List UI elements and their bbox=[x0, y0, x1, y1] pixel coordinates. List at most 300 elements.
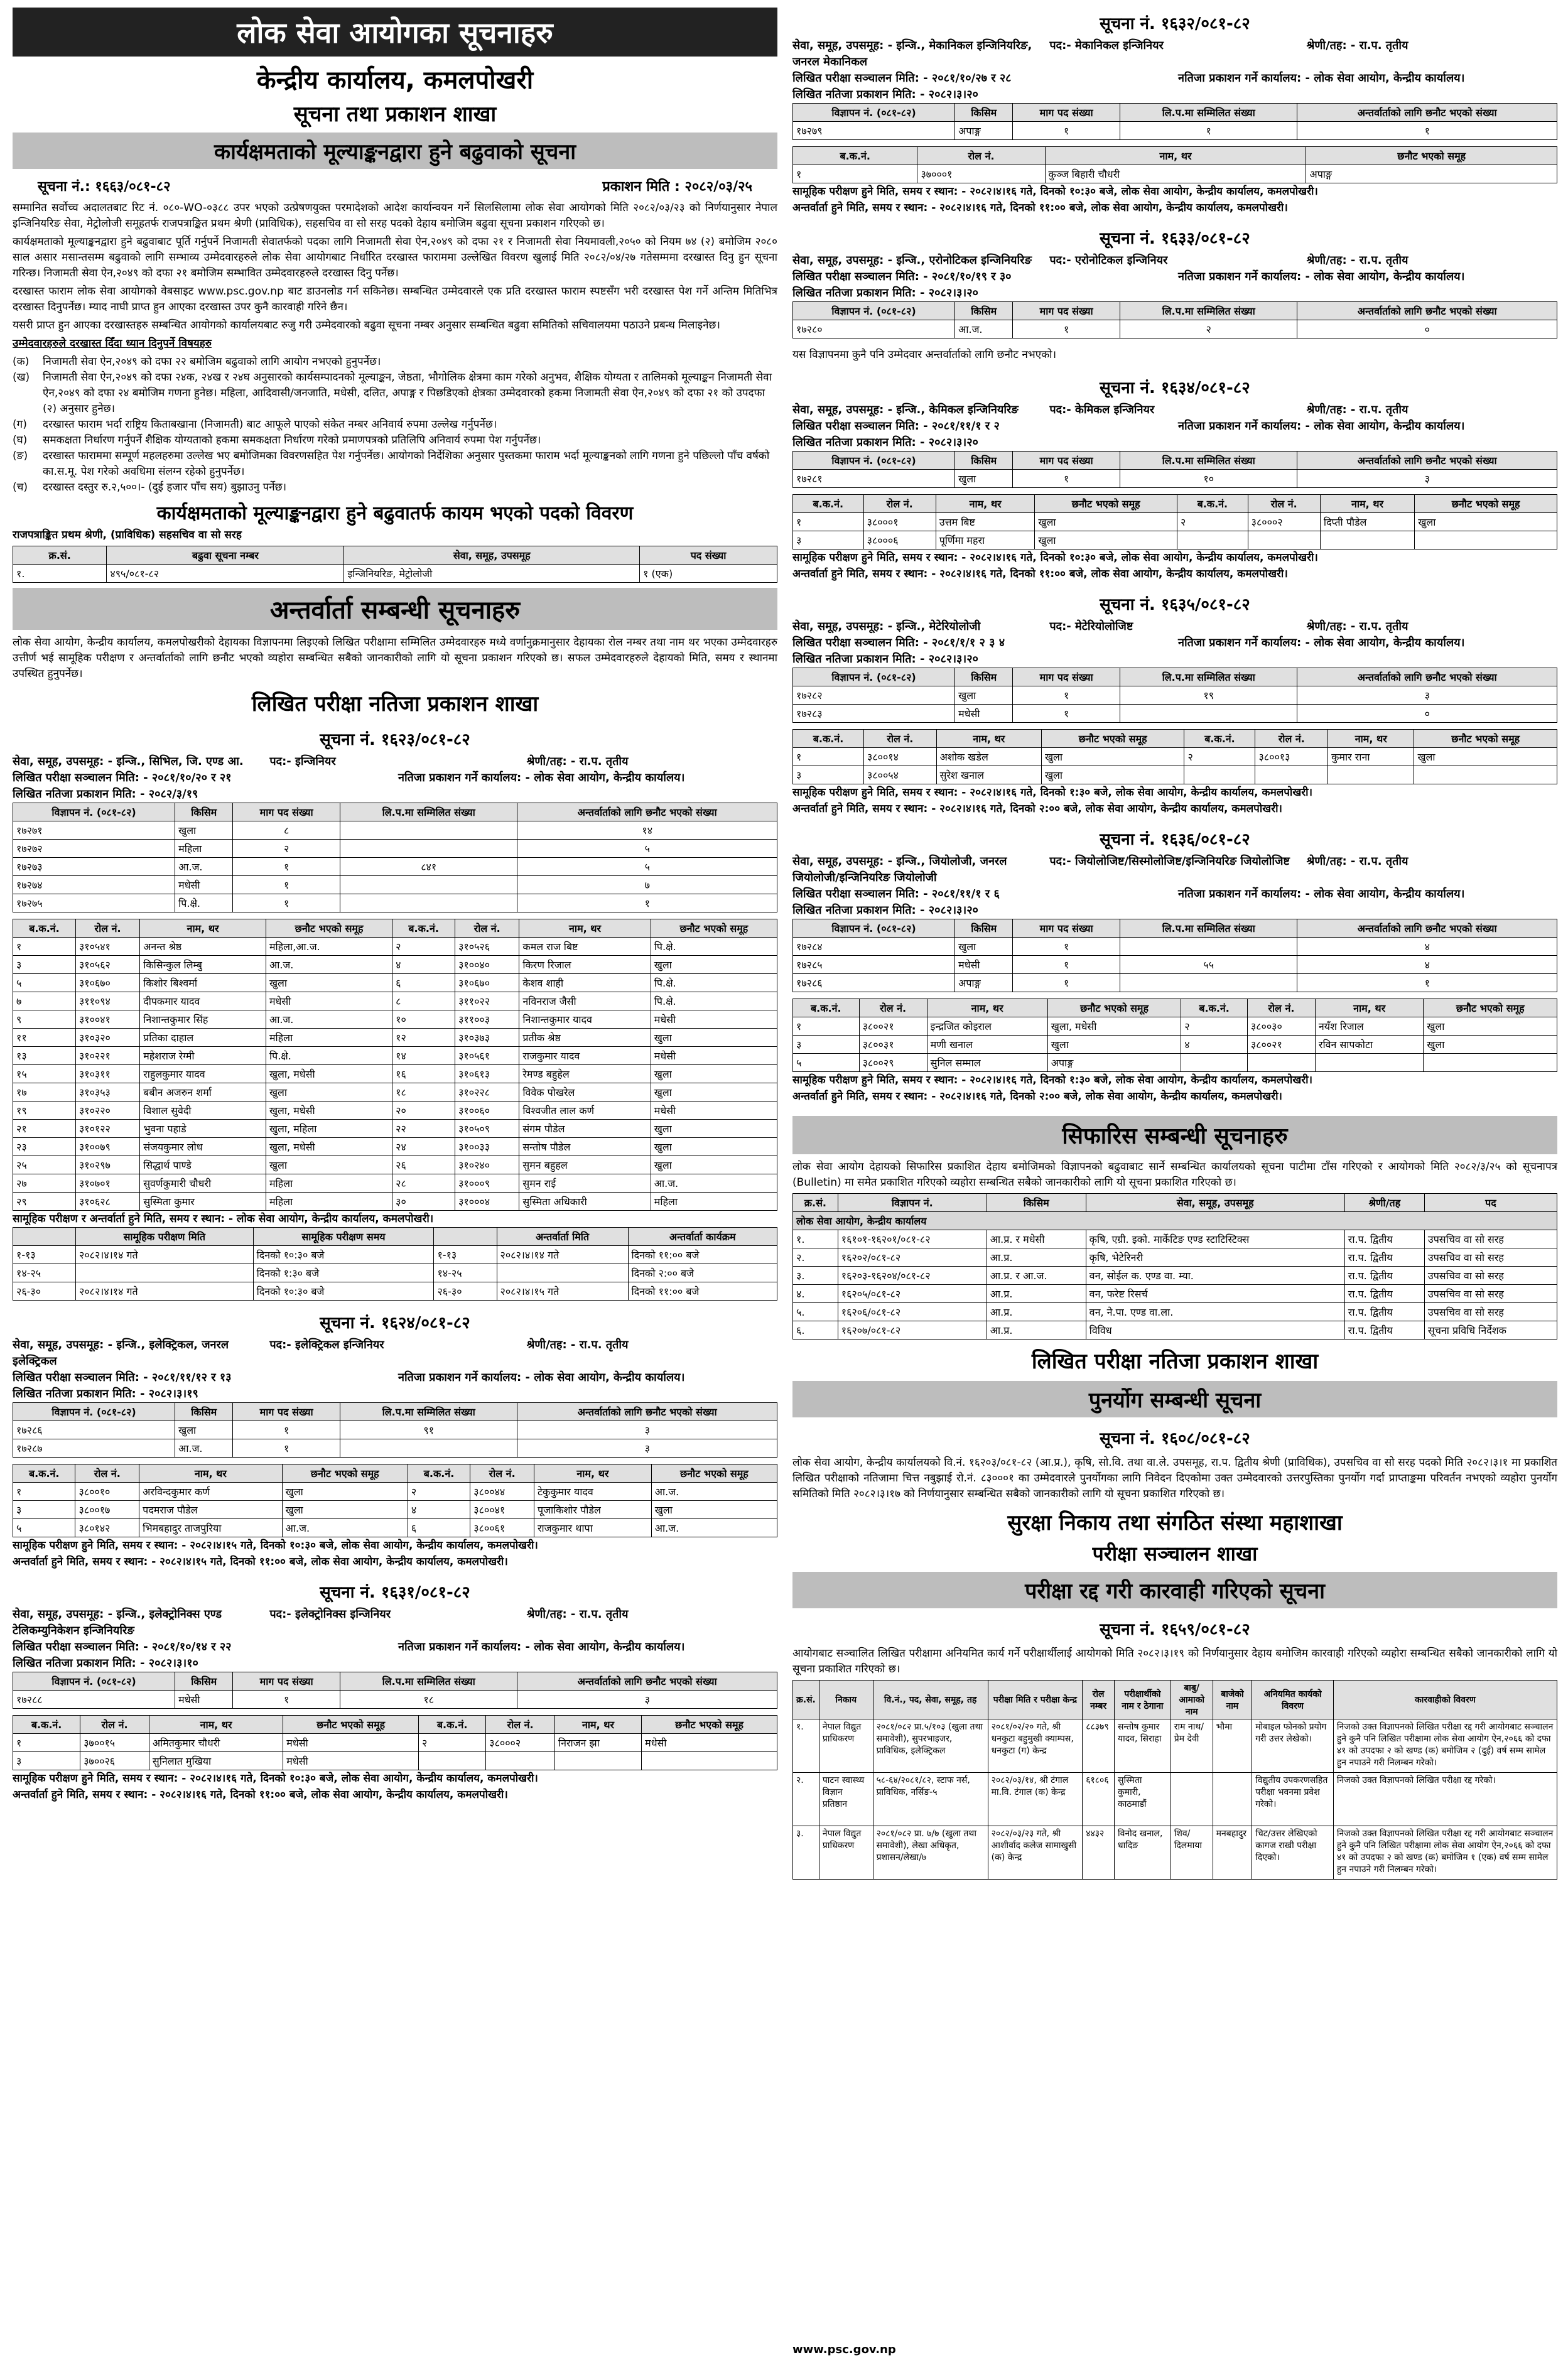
table-row bbox=[13, 1083, 777, 1102]
column-header: ब.क.नं. bbox=[1184, 730, 1255, 748]
service-group: सेवा, समूह, उपसमूह: - इन्जि., एरोनोटिकल इन्जिनियरिङ bbox=[792, 254, 1032, 267]
table-cell: कमल राज बिष्ट bbox=[519, 938, 651, 956]
table-cell: संजयकुमार लोध bbox=[140, 1138, 266, 1156]
notice-meta bbox=[792, 38, 1557, 103]
table-cell: ९१ bbox=[340, 1421, 517, 1439]
table-cell: भुवना पहाडे bbox=[140, 1120, 266, 1138]
table-cell: १३ bbox=[13, 1047, 76, 1065]
notice-1632 bbox=[792, 8, 1557, 222]
table-cell: ३८००२९ bbox=[859, 1054, 927, 1072]
table-cell: १६१०१-१६२०१/०८१-८२ bbox=[838, 1230, 987, 1248]
table-cell: खुला bbox=[1415, 513, 1557, 531]
table-cell: १७२८५ bbox=[793, 956, 955, 974]
table-row bbox=[793, 1230, 1557, 1248]
promotion-detail-sub: राजपत्राङ्कित प्रथम श्रेणी, (प्राविधिक) सहसचिव वा सो सरह bbox=[13, 529, 242, 541]
table-cell: ३१००७९ bbox=[75, 1138, 139, 1156]
table-cell: खुला bbox=[651, 956, 777, 974]
result-office: नतिजा प्रकाशन गर्ने कार्यालय: - लोक सेवा आयोग, केन्द्रीय कार्यालय। bbox=[1178, 419, 1465, 433]
table-cell: ६ bbox=[408, 1519, 470, 1537]
meta-row bbox=[792, 619, 1557, 635]
advertisement-table bbox=[792, 668, 1557, 723]
column-header: नाम, थर bbox=[927, 999, 1047, 1017]
table-cell: १ bbox=[1013, 470, 1120, 488]
table-cell: प्रतीक श्रेष्ठ bbox=[519, 1029, 651, 1047]
result-office: नतिजा प्रकाशन गर्ने कार्यालय: - लोक सेवा आयोग, केन्द्रीय कार्यालय। bbox=[398, 1640, 685, 1654]
notice-number: सूचना नं. १६२४/०८१-८२ bbox=[320, 1314, 470, 1333]
table-cell: ३११००३ bbox=[455, 1010, 519, 1029]
table-cell: सुमन बहुहल bbox=[519, 1156, 651, 1174]
table-cell: नेपाल विद्युत प्राधिकरण bbox=[819, 1826, 873, 1880]
table-cell: पि.क्षे. bbox=[651, 992, 777, 1010]
table-cell: चिट/उत्तर लेखिएको कागज राखी परीक्षा दिएको। bbox=[1252, 1826, 1334, 1880]
result-office: नतिजा प्रकाशन गर्ने कार्यालय: - लोक सेवा आयोग, केन्द्रीय कार्यालय। bbox=[1178, 636, 1465, 649]
table-cell: ७ bbox=[13, 992, 76, 1010]
column-header: विज्ञापन नं. (०८१-८२) bbox=[793, 104, 955, 122]
table-cell: महेशराज रेग्मी bbox=[140, 1047, 266, 1065]
table-cell: २१ bbox=[13, 1120, 76, 1138]
column-header: माग पद संख्या bbox=[1013, 919, 1120, 938]
notice-number: सूचना नं. १६२३/०८१-८२ bbox=[320, 730, 470, 749]
column-header: क्र.सं. bbox=[13, 546, 107, 565]
post: पद:- केमिकल इन्जिनियर bbox=[1049, 403, 1155, 416]
column-header: अन्तर्वार्ताको लागि छनौट भएको संख्या bbox=[517, 803, 777, 821]
column-header: कारवाहीको विवरण bbox=[1333, 1681, 1557, 1719]
column-header: ब.क.नं. bbox=[793, 730, 864, 748]
result-office: नतिजा प्रकाशन गर्ने कार्यालय: - लोक सेवा आयोग, केन्द्रीय कार्यालय। bbox=[1178, 270, 1465, 283]
table-cell: सूचना प्रविधि निर्देशक bbox=[1424, 1321, 1557, 1340]
column-header: किसिम bbox=[955, 452, 1013, 470]
table-cell: उत्तम बिष्ट bbox=[936, 513, 1035, 531]
table-cell: शिव/दिलमाया bbox=[1171, 1826, 1213, 1880]
advertisement-head bbox=[793, 452, 1557, 470]
notice-1636 bbox=[792, 823, 1557, 1111]
table-cell: ३८००६१ bbox=[470, 1519, 534, 1537]
table-cell: १४ bbox=[517, 821, 777, 840]
meta-row bbox=[13, 770, 777, 786]
notice-1633 bbox=[792, 222, 1557, 372]
table-cell: १७२७५ bbox=[13, 894, 175, 912]
table-cell: १७२८६ bbox=[13, 1421, 175, 1439]
table-cell: १७२८८ bbox=[13, 1691, 175, 1709]
exam-date: लिखित परीक्षा सञ्चालन मिति: - २०८१/११/१ र २ bbox=[792, 419, 1000, 433]
notice-meta bbox=[792, 252, 1557, 301]
notice-meta bbox=[792, 619, 1557, 668]
table-cell: २०८२।४।१४ गते bbox=[76, 1246, 254, 1264]
advertisement-table bbox=[792, 451, 1557, 488]
promotion-table bbox=[13, 546, 777, 583]
attention-item-text: दरखास्त फाराम भर्दा राष्ट्रिय किताबखाना (निजामती) बाट आफूले पाएको संकेत नम्बर अनिवार्य रुपमा उल्लेख गर्नुपर्नेछ। bbox=[43, 418, 497, 431]
table-cell: १७२८१ bbox=[793, 470, 955, 488]
table-row bbox=[13, 1691, 777, 1709]
table-cell: दीपकमार यादव bbox=[140, 992, 266, 1010]
column-header: छनौट भएको समूह bbox=[1414, 730, 1557, 748]
column-header: किसिम bbox=[955, 919, 1013, 938]
table-cell: पूर्णिमा महरा bbox=[936, 531, 1035, 549]
column-header: रोल नं. bbox=[75, 1464, 139, 1483]
table-cell: १६२०२/०८१-८२ bbox=[838, 1248, 987, 1267]
table-cell: २७ bbox=[13, 1174, 76, 1193]
table-cell: ३१०३७३ bbox=[455, 1029, 519, 1047]
notice-1631 bbox=[13, 1576, 777, 1809]
column-header: अन्तर्वार्ताको लागि छनौट भएको संख्या bbox=[1297, 452, 1557, 470]
column-header: ब.क.नं. bbox=[1181, 999, 1248, 1017]
table-cell: १० bbox=[1120, 470, 1297, 488]
column-header: छनौट भएको समूह bbox=[266, 919, 392, 938]
table-row bbox=[793, 705, 1557, 723]
meta-row bbox=[792, 38, 1557, 70]
table-cell: ३८००१३ bbox=[1255, 748, 1328, 766]
table-cell: मधेसी bbox=[175, 1691, 233, 1709]
table-cell: १८ bbox=[392, 1083, 455, 1102]
table-cell: ४ bbox=[1297, 938, 1557, 956]
recommendation-paragraph: लोक सेवा आयोग देहायको सिफारिस प्रकाशित देहाय बमोजिमको विज्ञापनको बढुवाबाट सार्ने सम्बन्धित कार्यालयको सूचना पाटीमा टाँस गरिएको र आयोगको मिति २०८२/३/२५ को सूचनापत्र (Bulletin) मा समेत प्रकाशित गरिएको व्यहोरा सम्बन्धित सबैको जानकारीको लागि यो सूचना प्रकाशित गरिएको छ। bbox=[792, 1161, 1557, 1189]
table-cell: आ.प्र. bbox=[987, 1321, 1086, 1340]
table-cell: ३१००४१ bbox=[75, 1010, 139, 1029]
table-cell: रा.प. द्वितीय bbox=[1344, 1321, 1424, 1340]
table-row bbox=[793, 1267, 1557, 1285]
table-cell: ३१०००४ bbox=[455, 1193, 519, 1211]
table-cell: सन्तोष कुमार यादव, सिराहा bbox=[1115, 1719, 1171, 1773]
table-cell: कुञ्ज बिहारी चौधरी bbox=[1045, 165, 1306, 183]
table-cell: खुला bbox=[651, 1083, 777, 1102]
column-header: रोल नम्बर bbox=[1083, 1681, 1115, 1719]
table-cell: खुला bbox=[955, 686, 1013, 705]
column-header: रोल नं. bbox=[75, 919, 139, 938]
table-cell: सुस्मिता अधिकारी bbox=[519, 1193, 651, 1211]
table-cell: वन, फरेष्ट रिसर्च bbox=[1086, 1285, 1344, 1303]
table-cell: १ bbox=[1013, 705, 1120, 723]
table-cell bbox=[1181, 1054, 1248, 1072]
table-cell: २ bbox=[1177, 513, 1248, 531]
table-cell: खुला bbox=[1424, 1017, 1557, 1036]
table-cell: प्रतिका दाहाल bbox=[140, 1029, 266, 1047]
table-cell: ३० bbox=[392, 1193, 455, 1211]
column-header: अन्तर्वार्ताको लागि छनौट भएको संख्या bbox=[1297, 302, 1557, 320]
office-cell: लोक सेवा आयोग, केन्द्रीय कार्यालय bbox=[793, 1212, 1557, 1230]
table-cell: ३१००३३ bbox=[455, 1138, 519, 1156]
level: श्रेणी/तह: - रा.प. तृतीय bbox=[526, 1338, 629, 1351]
notice-number: सूचना नं. १६३२/०८१-८२ bbox=[1100, 14, 1250, 33]
table-cell: खुला bbox=[651, 1138, 777, 1156]
table-cell bbox=[1213, 1773, 1252, 1826]
table-cell bbox=[1171, 1773, 1213, 1826]
table-cell: ४. bbox=[793, 1285, 838, 1303]
table-cell: ५ bbox=[517, 840, 777, 858]
table-cell: सुनिल सम्माल bbox=[927, 1054, 1047, 1072]
spacer bbox=[792, 817, 1557, 823]
result-date: लिखित नतिजा प्रकाशन मिति: - २०८२।३।२० bbox=[792, 286, 978, 300]
table-cell: रा.प. द्वितीय bbox=[1344, 1230, 1424, 1248]
table-cell: दिनको ११:०० बजे bbox=[628, 1246, 777, 1264]
table-row bbox=[13, 1065, 777, 1083]
promotion-publish-date: प्रकाशन मिति : २०८२/०३/२५ bbox=[602, 179, 752, 195]
post: पद:- इलेक्ट्रिकल इन्जिनियर bbox=[269, 1338, 384, 1351]
table-cell: विद्युतीय उपकरणसहित परीक्षा भवनमा प्रवेश गरेको। bbox=[1252, 1773, 1334, 1826]
group-test-schedule: सामूहिक परीक्षण हुने मिति, समय र स्थान: - २०८२।४।१६ गते, दिनको १०:३० बजे, लोक सेवा आयोग, केन्द्रीय कार्यालय, कमलपोखरी। bbox=[13, 1772, 538, 1785]
table-cell: आ.ज. bbox=[266, 1010, 392, 1029]
column-header: लि.प.मा सम्मिलित संख्या bbox=[340, 803, 517, 821]
attention-item-text: समकक्षता निर्धारण गर्नुपर्ने शैक्षिक योग्यताको हकमा समकक्षता निर्धारण गरेको प्रमाणपत्रको प्रतिलिपि अनिवार्य रुपमा पेश गर्नुपर्नेछ। bbox=[43, 434, 541, 447]
table-cell: कुमार राना bbox=[1328, 748, 1414, 766]
table-cell: महिला bbox=[266, 1174, 392, 1193]
table-cell bbox=[1177, 531, 1248, 549]
promotion-paragraph: कार्यक्षमताको मूल्याङ्कनद्वारा हुने बढुवाबाट पूर्ति गर्नुपर्ने निजामती सेवातर्फको पदका लागि निजामती सेवा ऐन,२०४९ को दफा २१ र निजामती सेवा नियमावली,२०५० को नियम ७४ (२) बमोजिम २०८० साल असार मसान्तसम्म बढुवाको लागि सम्भाव्य उम्मेदवारहरुले लोक सेवा आयोगबाट निर्धारित दरखास्त फाराममा उल्लेखित विवरण खुलाई मिति २०८२/०४/२७ गतेसम्ममा दरखास्त दिनु हुन सूचना गरिन्छ। निजामती सेवा ऐन,२०४९ को दफा २१ बमोजिम सम्भावित उम्मेदवारहरुले दरखास्त दिनु पर्नेछ। bbox=[13, 235, 777, 279]
table-cell: पि.क्षे. bbox=[266, 1047, 392, 1065]
table-cell: केशव शाही bbox=[519, 974, 651, 992]
notice-1635 bbox=[792, 588, 1557, 823]
table-cell: ३१०६७० bbox=[75, 974, 139, 992]
footer-url[interactable]: www.psc.gov.np bbox=[792, 2343, 896, 2356]
table-cell: ९ bbox=[13, 1010, 76, 1029]
service-group: सेवा, समूह, उपसमूह: - इन्जि., मेकानिकल इन्जिनियरिङ, जनरल मेकानिकल bbox=[792, 39, 1032, 68]
table-cell: २० bbox=[392, 1102, 455, 1120]
table-cell: ३१०६७० bbox=[455, 974, 519, 992]
table-cell: ३१०२२१ bbox=[75, 1047, 139, 1065]
column-header: सामूहिक परीक्षण समय bbox=[253, 1228, 434, 1246]
notice-meta bbox=[13, 1606, 777, 1672]
level: श्रेणी/तह: - रा.प. तृतीय bbox=[526, 755, 629, 768]
security-division-title: सुरक्षा निकाय तथा संगठित संस्था महाशाखा bbox=[1007, 1510, 1343, 1535]
attention-item-text: दरखास्त फाराममा सम्पूर्ण महलहरुमा उल्लेख भए बमोजिमका विवरणसहित पेश गर्नुपर्नेछ। आयोगको निर्देशिका अनुसार पुस्तकमा फाराम भर्दा मूल्याङ्कनको लागि गणना हुने पछिल्लो पाँच वर्षको का.स.मू. पेश गरेको अवधिमा संलग्न रहेको हुनुपर्नेछ। bbox=[43, 450, 770, 478]
table-cell: मधेसी bbox=[651, 1010, 777, 1029]
meta-row bbox=[792, 252, 1557, 269]
table-row bbox=[13, 1102, 777, 1120]
table-cell: १ bbox=[793, 513, 864, 531]
column-header: बाजेको नाम bbox=[1213, 1681, 1252, 1719]
table-cell: मधेसी bbox=[651, 1102, 777, 1120]
column-header: छनौट भएको समूह bbox=[1047, 999, 1181, 1017]
column-header: श्रेणी/तह bbox=[1344, 1194, 1424, 1212]
table-cell: ३८०१४२ bbox=[75, 1519, 139, 1537]
table-row bbox=[793, 938, 1557, 956]
column-header: नाम, थर bbox=[140, 919, 266, 938]
table-cell: मधेसी bbox=[283, 1752, 419, 1770]
column-header: किसिम bbox=[175, 1672, 233, 1691]
column-header: किसिम bbox=[175, 1403, 233, 1421]
table-cell: मधेसी bbox=[955, 956, 1013, 974]
table-cell: दिनको १०:३० बजे bbox=[253, 1246, 434, 1264]
table-cell: खुला bbox=[1041, 766, 1184, 784]
cancel-table-head bbox=[793, 1681, 1557, 1719]
column-header: माग पद संख्या bbox=[233, 1403, 340, 1421]
table-cell: ३८००१७ bbox=[75, 1501, 139, 1519]
table-cell: पि.क्षे. bbox=[175, 894, 233, 912]
attention-item-label: (ग) bbox=[13, 418, 27, 431]
table-cell: ५ bbox=[13, 974, 76, 992]
column-header: रोल नं. bbox=[1248, 495, 1320, 513]
table-row bbox=[793, 766, 1557, 784]
promotion-paragraph: सम्मानित सर्वोच्च अदालतबाट रिट नं. ०८०-WO-०३८८ उपर भएको उत्प्रेषणयुक्त परमादेशको आदेश कार्यान्वयन गर्ने सिलसिलामा लोक सेवा आयोगको मिति २०८२/०३/२३ को निर्णयानुसार नेपाल इन्जिनियरिङ सेवा, मेट्रोलोजी समूहतर्फ राजपत्राङ्कित प्रथम श्रेणी (प्राविधिक), सहसचिव वा सो सरह पदको देहाय बमोजिम बढुवा सूचना प्रकाशन गरिएको छ। bbox=[13, 202, 777, 230]
table-row bbox=[13, 1029, 777, 1047]
table-cell: खुला bbox=[651, 1065, 777, 1083]
attention-item bbox=[13, 433, 777, 448]
column-header: किसिम bbox=[955, 302, 1013, 320]
column-header: छनौट भएको समूह bbox=[1424, 999, 1557, 1017]
column-header: अनियमित कार्यको विवरण bbox=[1252, 1681, 1334, 1719]
table-cell: खुला bbox=[651, 1501, 777, 1519]
table-cell bbox=[1315, 1054, 1423, 1072]
table-cell: ३१००६० bbox=[455, 1102, 519, 1120]
office-row bbox=[793, 1212, 1557, 1230]
column-header: छनौट भएको समूह bbox=[1035, 495, 1177, 513]
attention-title: उम्मेदवारहरुले दरखास्त दिँदा ध्यान दिनुपर्ने विषयहरु bbox=[13, 337, 212, 350]
table-cell: दिप्ती पौडेल bbox=[1320, 513, 1414, 531]
table-cell: १७२८७ bbox=[13, 1439, 175, 1458]
column-header: रोल नं. bbox=[917, 147, 1045, 165]
group-test-schedule: सामूहिक परीक्षण हुने मिति, समय र स्थान: - २०८२।४।१६ गते, दिनको १:३० बजे, लोक सेवा आयोग, केन्द्रीय कार्यालय, कमलपोखरी। bbox=[792, 786, 1313, 799]
interview-schedule: अन्तर्वार्ता हुने मिति, समय र स्थान: - २०८२।४।१६ गते, दिनको ११:०० बजे, लोक सेवा आयोग, केन्द्रीय कार्यालय, कमलपोखरी। bbox=[792, 202, 1288, 214]
table-cell: निजको उक्त विज्ञापनको लिखित परीक्षा रद्द गरेको। bbox=[1333, 1773, 1557, 1826]
column-header: अन्तर्वार्ता कार्यक्रम bbox=[628, 1228, 777, 1246]
post: पद:- मेटेरियोलोजिष्ट bbox=[1049, 620, 1133, 633]
column-header: रोल नं. bbox=[470, 1464, 534, 1483]
table-cell: दिनको ११:०० बजे bbox=[628, 1282, 777, 1301]
column-header: नाम, थर bbox=[519, 919, 651, 938]
table-cell: सुरेश खनाल bbox=[936, 766, 1041, 784]
column-header: विज्ञापन नं. (०८१-८२) bbox=[13, 1672, 175, 1691]
post: पद:- इन्जिनियर bbox=[269, 755, 336, 768]
notice-1634 bbox=[792, 372, 1557, 588]
notice-1624 bbox=[13, 1307, 777, 1576]
column-header: रोल नं. bbox=[864, 730, 937, 748]
table-cell: इन्जिनियरिङ, मेट्रोलोजी bbox=[344, 565, 640, 583]
table-cell: १६२०५/०८१-८२ bbox=[838, 1285, 987, 1303]
table-cell: ६. bbox=[793, 1321, 838, 1340]
level: श्रेणी/तह: - रा.प. तृतीय bbox=[526, 1608, 629, 1621]
table-cell: खुला, मधेसी bbox=[266, 1138, 392, 1156]
spacer bbox=[792, 488, 1557, 494]
exam-date: लिखित परीक्षा सञ्चालन मिति: - २०८१/११/१२ र १३ bbox=[13, 1371, 232, 1384]
table-cell bbox=[1120, 974, 1297, 992]
group-test-schedule: सामूहिक परीक्षण र अन्तर्वार्ता हुने मिति, समय र स्थान: - लोक सेवा आयोग, केन्द्रीय कार्यालय, कमलपोखरी। bbox=[13, 1213, 434, 1225]
column-header: अन्तर्वार्ता मिति bbox=[497, 1228, 628, 1246]
table-row bbox=[793, 1054, 1557, 1072]
table-cell: ३ bbox=[517, 1421, 777, 1439]
table-row bbox=[793, 1285, 1557, 1303]
table-row bbox=[793, 513, 1557, 531]
table-cell: मधेसी bbox=[266, 992, 392, 1010]
table-cell: १ bbox=[1013, 974, 1120, 992]
column-header: सामूहिक परीक्षण मिति bbox=[76, 1228, 254, 1246]
column-header: ब.क.नं. bbox=[392, 919, 455, 938]
table-cell: ५८-६४/२०८१/८२, स्टाफ नर्स, प्राविधिक, नर्सिङ-५ bbox=[873, 1773, 988, 1826]
table-cell: खुला bbox=[266, 1083, 392, 1102]
service-group: सेवा, समूह, उपसमूह: - इन्जि., इलेक्ट्रिकल, जनरल इलेक्ट्रिकल bbox=[13, 1338, 229, 1368]
table-row bbox=[793, 531, 1557, 549]
column-header: किसिम bbox=[955, 668, 1013, 686]
table-cell: अनन्त श्रेष्ठ bbox=[140, 938, 266, 956]
table-cell: ५ bbox=[793, 1054, 860, 1072]
interview-notices-band: अन्तर्वार्ता सम्बन्धी सूचनाहरु bbox=[13, 588, 777, 630]
table-row bbox=[793, 1017, 1557, 1036]
group-test-schedule: सामूहिक परीक्षण हुने मिति, समय र स्थान: - २०८२।४।१६ गते, दिनको १:३० बजे, लोक सेवा आयोग, केन्द्रीय कार्यालय, कमलपोखरी। bbox=[792, 1074, 1313, 1086]
candidate-head bbox=[13, 1464, 777, 1483]
column-header bbox=[434, 1228, 497, 1246]
table-cell: २ bbox=[1120, 320, 1297, 338]
table-cell: ३११०२२ bbox=[455, 992, 519, 1010]
table-cell: ३ bbox=[793, 766, 864, 784]
candidate-table bbox=[792, 999, 1557, 1072]
table-cell: ४४३२ bbox=[1083, 1826, 1115, 1880]
post: पद:- जियोलोजिष्ट/सिस्मोलोजिष्ट/इन्जिनियरिङ जियोलोजिष्ट bbox=[1049, 855, 1290, 868]
meta-row bbox=[792, 853, 1557, 886]
table-cell: खुला bbox=[1414, 748, 1557, 766]
table-cell: १९ bbox=[13, 1102, 76, 1120]
meta-row bbox=[792, 886, 1557, 902]
table-cell: ३८०००६ bbox=[863, 531, 936, 549]
table-cell: किसिन्कुल लिम्बु bbox=[140, 956, 266, 974]
table-cell: ३८००१४ bbox=[864, 748, 937, 766]
table-row bbox=[793, 1303, 1557, 1321]
schedule-table bbox=[13, 1227, 777, 1301]
table-cell bbox=[642, 1752, 777, 1770]
table-cell: आ.प्र. bbox=[987, 1248, 1086, 1267]
column-header: ब.क.नं. bbox=[419, 1716, 486, 1734]
table-row bbox=[13, 1156, 777, 1174]
table-cell: ३१०५६१ bbox=[455, 1047, 519, 1065]
table-cell: ३७००१५ bbox=[80, 1734, 149, 1752]
table-cell: खुला bbox=[1047, 1036, 1181, 1054]
table-cell: १ bbox=[1013, 122, 1120, 140]
column-header: अन्तर्वार्ताको लागि छनौट भएको संख्या bbox=[517, 1672, 777, 1691]
column-header: अन्तर्वार्ताको लागि छनौट भएको संख्या bbox=[1297, 668, 1557, 686]
table-cell: कृषि, एग्री. इको. मार्केटिङ एण्ड स्टाटिस्टिक्स bbox=[1086, 1230, 1344, 1248]
column-header: नाम, थर bbox=[1328, 730, 1414, 748]
spacer bbox=[13, 912, 777, 919]
table-cell: खुला bbox=[1035, 513, 1177, 531]
table-cell: १ bbox=[13, 1483, 75, 1501]
table-cell: १६ bbox=[392, 1065, 455, 1083]
table-cell: रा.प. द्वितीय bbox=[1344, 1267, 1424, 1285]
column-header: छनौट भएको समूह bbox=[651, 1464, 777, 1483]
column-header: माग पद संख्या bbox=[1013, 668, 1120, 686]
column-header: किसिम bbox=[955, 104, 1013, 122]
table-cell bbox=[1424, 1054, 1557, 1072]
column-header: विज्ञापन नं. (०८१-८२) bbox=[793, 919, 955, 938]
candidate-head bbox=[793, 495, 1557, 513]
group-test-schedule: सामूहिक परीक्षण हुने मिति, समय र स्थान: - २०८२।४।१६ गते, दिनको १०:३० बजे, लोक सेवा आयोग, केन्द्रीय कार्यालय, कमलपोखरी। bbox=[792, 185, 1318, 198]
table-cell: अमितकुमार चौधरी bbox=[149, 1734, 283, 1752]
spacer bbox=[792, 338, 1557, 345]
column-header: नाम, थर bbox=[139, 1464, 282, 1483]
table-cell: ३१०६२८ bbox=[75, 1193, 139, 1211]
table-cell: महिला bbox=[651, 1193, 777, 1211]
column-header: अन्तर्वार्ताको लागि छनौट भएको संख्या bbox=[517, 1403, 777, 1421]
cancel-notice-number: सूचना नं. १६५९/०८१-८२ bbox=[1100, 1620, 1250, 1639]
table-row bbox=[13, 858, 777, 876]
table-cell: ३८०००२ bbox=[486, 1734, 555, 1752]
table-cell: २ bbox=[1181, 1017, 1248, 1036]
notice-number: सूचना नं. १६३६/०८१-८२ bbox=[1100, 830, 1250, 849]
column-header: लि.प.मा सम्मिलित संख्या bbox=[1120, 668, 1297, 686]
table-cell: १७२७९ bbox=[793, 122, 955, 140]
column-header: माग पद संख्या bbox=[1013, 302, 1120, 320]
group-test-schedule: सामूहिक परीक्षण हुने मिति, समय र स्थान: - २०८२।४।१५ गते, दिनको १०:३० बजे, लोक सेवा आयोग, केन्द्रीय कार्यालय, कमलपोखरी। bbox=[13, 1539, 538, 1552]
table-cell: ३८००४१ bbox=[470, 1501, 534, 1519]
written-result-title: लिखित परीक्षा नतिजा प्रकाशन शाखा bbox=[251, 691, 539, 717]
table-cell: १. bbox=[793, 1230, 838, 1248]
table-cell: २३ bbox=[13, 1138, 76, 1156]
result-date: लिखित नतिजा प्रकाशन मिति: - २०८२।३।१० bbox=[13, 1657, 198, 1670]
table-cell: भौमा bbox=[1213, 1719, 1252, 1773]
attention-item-label: (घ) bbox=[13, 434, 28, 447]
level: श्रेणी/तह: - रा.प. तृतीय bbox=[1306, 254, 1408, 267]
table-cell: दिनको १०:३० बजे bbox=[253, 1282, 434, 1301]
advertisement-head bbox=[13, 1403, 777, 1421]
meta-row bbox=[792, 418, 1557, 435]
table-row bbox=[13, 1120, 777, 1138]
table-cell: ४ bbox=[1297, 956, 1557, 974]
